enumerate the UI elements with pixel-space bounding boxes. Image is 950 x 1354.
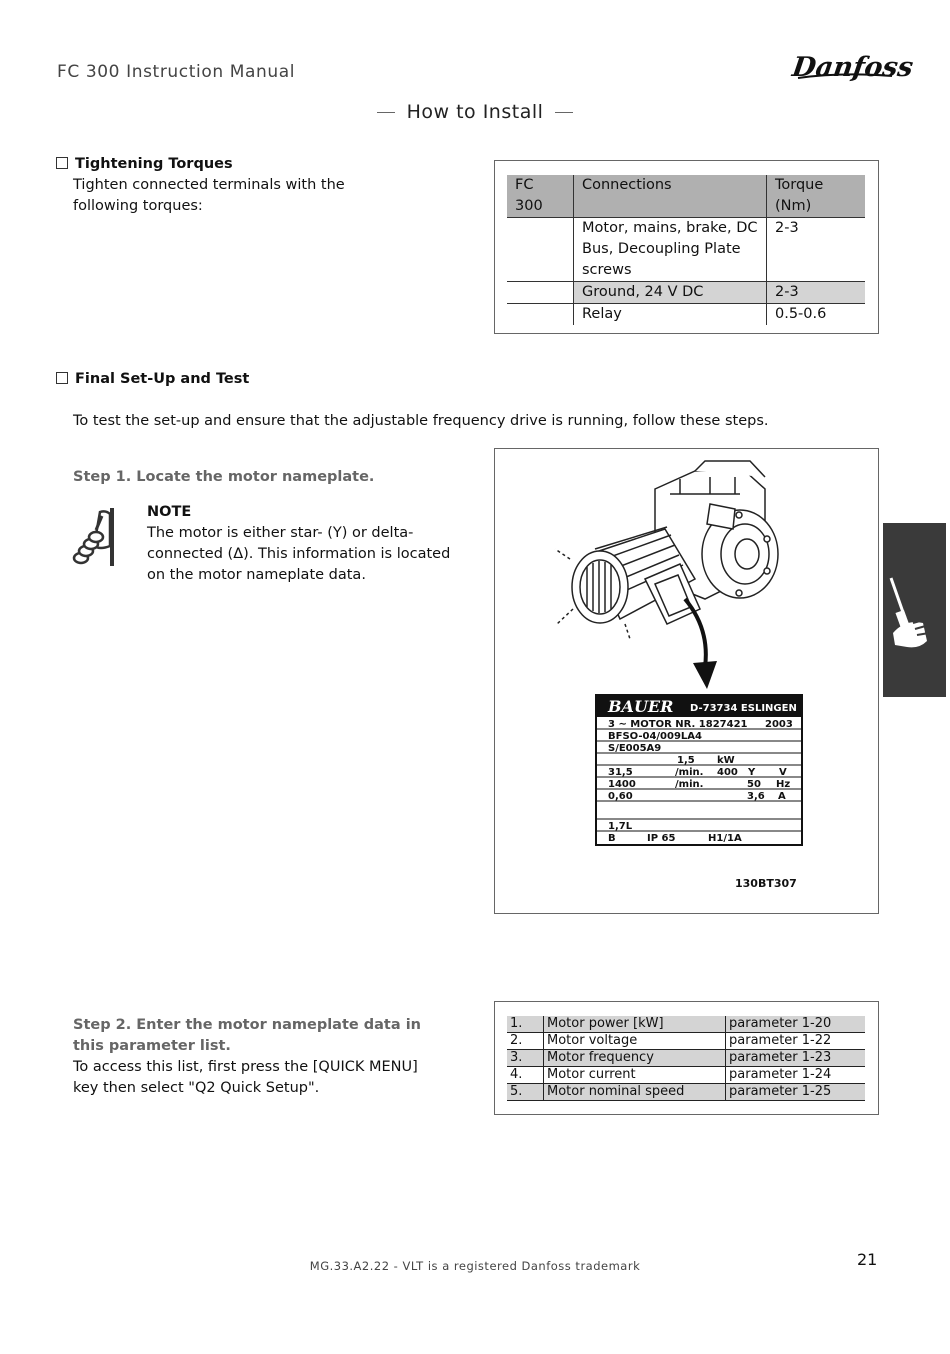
param-num: 4.	[507, 1067, 544, 1084]
param-name: Motor current	[544, 1067, 726, 1084]
motor-illustration	[495, 449, 878, 913]
param-num: 3.	[507, 1050, 544, 1067]
nameplate-voltage: 400	[717, 767, 738, 778]
note-text: The motor is either star- (Y) or delta-connected (Δ). This information is located on the motor nameplate data.	[147, 525, 451, 583]
torque-row-connection: Motor, mains, brake, DC Bus, Decoupling Plate screws	[574, 218, 767, 282]
nameplate-motor-nr: 3 ∼ MOTOR NR. 1827421	[608, 719, 748, 730]
figure-id: 130BT307	[735, 877, 797, 890]
nameplate-voltage-unit: V	[779, 767, 787, 778]
param-num: 5.	[507, 1084, 544, 1101]
checkbox-bullet-icon	[56, 372, 68, 384]
param-name: Motor frequency	[544, 1050, 726, 1067]
tightening-heading: Tightening Torques	[75, 156, 233, 172]
manual-title: FC 300 Instruction Manual	[57, 62, 296, 82]
step1-label: Step 1. Locate the motor nameplate.	[73, 469, 375, 485]
table-row	[507, 1016, 865, 1033]
step2-text: To access this list, first press the [QUICK MENU] key then select "Q2 Quick Setup".	[73, 1059, 418, 1096]
nameplate-power-unit: kW	[717, 755, 735, 766]
tightening-text: Tighten connected terminals with the following torques:	[73, 177, 345, 214]
table-row	[507, 1050, 865, 1067]
nameplate-brand: BAUER	[608, 697, 674, 716]
parameter-table-frame	[494, 1001, 879, 1115]
nameplate-ip: IP 65	[647, 833, 676, 844]
page-number: 21	[857, 1250, 878, 1269]
table-row	[507, 1084, 865, 1101]
table-row	[507, 1067, 865, 1084]
torque-row-connection: Relay	[574, 304, 767, 326]
nameplate-type: BFSO-04/009LA4	[608, 731, 703, 742]
nameplate-current-unit: A	[778, 791, 786, 802]
install-hand-tool-icon	[883, 523, 946, 697]
nameplate-oil: 1,7L	[608, 821, 633, 832]
footer-text: MG.33.A2.22 - VLT is a registered Danfoss trademark	[309, 1259, 641, 1273]
nameplate-year: 2003	[765, 719, 793, 730]
final-setup-heading: Final Set-Up and Test	[75, 371, 250, 387]
torque-row-value: 2-3	[775, 220, 799, 236]
chapter-side-tab	[883, 523, 946, 697]
nameplate-cosphi: 0,60	[608, 791, 633, 802]
nameplate-value: /min.	[675, 767, 704, 778]
table-row	[507, 1033, 865, 1050]
motor-figure-frame	[494, 448, 879, 914]
checkbox-bullet-icon	[56, 157, 68, 169]
nameplate-value: 31,5	[608, 767, 633, 778]
danfoss-logo	[790, 42, 916, 86]
param-id: parameter 1-22	[726, 1033, 866, 1050]
svg-text:Danfoss: Danfoss	[790, 52, 916, 83]
torque-table	[507, 175, 865, 325]
param-num: 1.	[507, 1016, 544, 1033]
nameplate-speed-unit: /min.	[675, 779, 704, 790]
parameter-table	[507, 1016, 865, 1101]
param-num: 2.	[507, 1033, 544, 1050]
torque-row-value: 0.5-0.6	[775, 306, 827, 322]
param-id: parameter 1-25	[726, 1084, 866, 1101]
nameplate-current: 3,6	[747, 791, 765, 802]
note-title: NOTE	[147, 504, 192, 520]
nameplate-frequency-unit: Hz	[776, 779, 791, 790]
nameplate-position: H1/1A	[708, 833, 742, 844]
torque-col-fc300: FC 300	[507, 175, 574, 218]
nameplate-serial: S/E005A9	[608, 743, 662, 754]
nameplate-connection: Y	[748, 767, 756, 778]
nameplate-speed: 1400	[608, 779, 636, 790]
param-id: parameter 1-20	[726, 1016, 866, 1033]
torque-col-connections: Connections	[574, 175, 767, 218]
torque-row-connection: Ground, 24 V DC	[574, 282, 767, 304]
section-title: How to Install	[0, 101, 950, 123]
param-name: Motor nominal speed	[544, 1084, 726, 1101]
param-name: Motor voltage	[544, 1033, 726, 1050]
param-id: parameter 1-24	[726, 1067, 866, 1084]
nameplate-power: 1,5	[677, 755, 695, 766]
param-id: parameter 1-23	[726, 1050, 866, 1067]
tightening-section	[56, 154, 376, 217]
torque-col-torque: Torque (Nm)	[775, 177, 824, 214]
torque-table-frame	[494, 160, 879, 334]
step2-label: Step 2. Enter the motor nameplate data in this parameter list.	[73, 1017, 421, 1054]
nameplate-address: D-73734 ESLINGEN	[690, 703, 797, 714]
torque-row-value: 2-3	[767, 282, 866, 304]
nameplate-mount: B	[608, 833, 616, 844]
note-block	[147, 502, 457, 586]
note-hand-icon	[70, 506, 122, 568]
nameplate-frequency: 50	[747, 779, 761, 790]
final-setup-intro: To test the set-up and ensure that the adjustable frequency drive is running, follow these steps.	[73, 413, 769, 429]
final-setup-heading-row	[56, 369, 249, 390]
param-name: Motor power [kW]	[544, 1016, 726, 1033]
